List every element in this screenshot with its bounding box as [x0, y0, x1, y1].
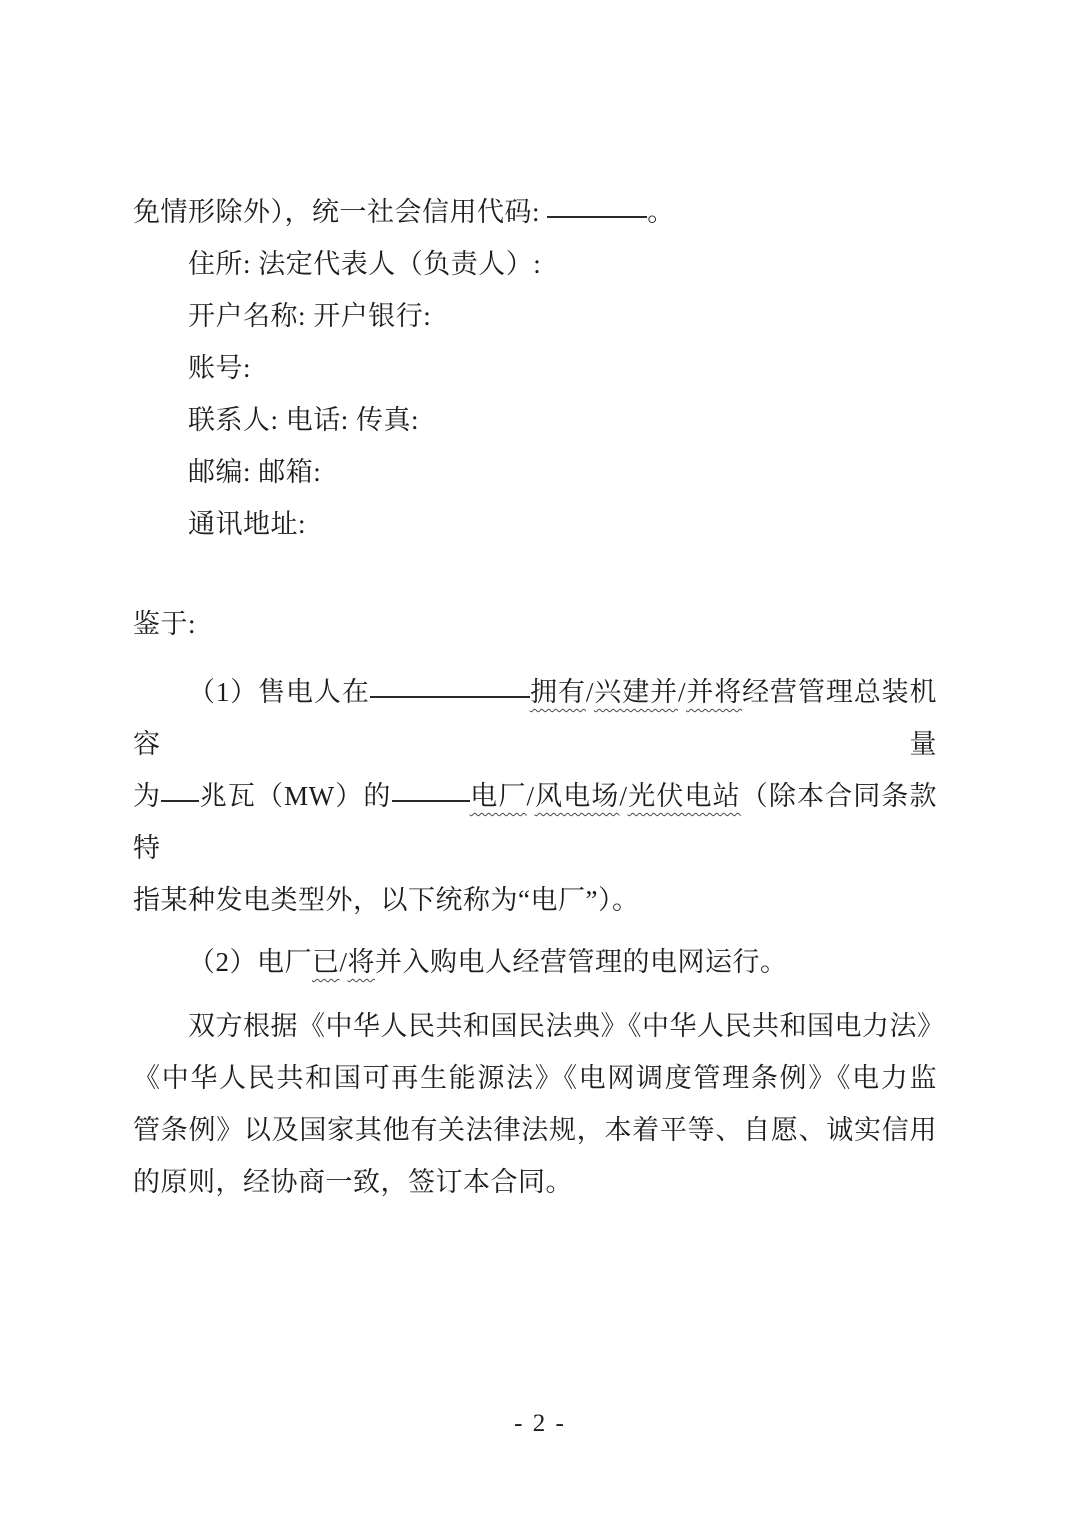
text-segment: /	[619, 781, 628, 811]
text-segment: 并入购电人经营管理的电网运行。	[375, 947, 788, 977]
option-text: 已	[312, 947, 340, 977]
option-text: 电厂	[469, 781, 527, 811]
text-line	[133, 770, 937, 874]
text-segment: 为	[133, 781, 162, 811]
text-line	[133, 598, 937, 650]
text-line	[133, 936, 937, 988]
text-segment: 《中华人民共和国可再生能源法》《电网调度管理条例》《电力监	[133, 1063, 937, 1093]
document-body	[133, 186, 945, 1208]
text-segment: 指某种发电类型外，以下统称为“电厂”）。	[133, 885, 640, 915]
text-segment: 经营管理总装机容量	[133, 677, 938, 759]
option-text: 并将	[686, 677, 743, 707]
page-number: - 2 -	[514, 1410, 566, 1437]
text-line	[133, 394, 937, 446]
blank-field	[370, 666, 530, 698]
text-segment: 联系人: 电话: 传真:	[188, 405, 420, 435]
text-segment: 邮编: 邮箱:	[188, 457, 322, 487]
text-segment: 。	[647, 197, 675, 227]
text-line	[133, 342, 937, 394]
text-line	[133, 498, 937, 550]
text-segment: 开户名称: 开户银行:	[188, 301, 432, 331]
text-line	[133, 1000, 945, 1052]
text-segment: 鉴于:	[133, 609, 197, 639]
option-text: 将	[347, 947, 376, 977]
text-segment: 免情形除外），统一社会信用代码:	[133, 197, 548, 227]
text-line	[133, 290, 937, 342]
text-line	[133, 874, 937, 926]
text-segment: （2）电厂	[188, 947, 312, 977]
blank-field	[547, 186, 647, 218]
text-line	[133, 238, 937, 290]
text-line	[133, 186, 937, 238]
text-segment: /	[339, 947, 348, 977]
text-line	[133, 1156, 937, 1208]
option-text: 拥有	[529, 677, 586, 707]
text-segment: 双方根据《中华人民共和国民法典》《中华人民共和国电力法》	[188, 1011, 945, 1041]
option-text: 光伏电站	[627, 781, 741, 811]
blank-field	[392, 770, 470, 802]
text-line	[133, 666, 937, 770]
text-segment: /	[526, 781, 535, 811]
text-segment: （1）售电人在	[188, 677, 370, 707]
text-segment: 兆瓦（MW）的	[199, 781, 392, 811]
text-line	[133, 1104, 937, 1156]
text-line	[133, 446, 937, 498]
text-segment: 通讯地址:	[188, 509, 307, 539]
text-segment: （除本合同条款特	[133, 781, 938, 863]
option-text: 风电场	[534, 781, 620, 811]
option-text: 兴建并	[593, 677, 678, 707]
text-segment: /	[677, 677, 686, 707]
text-segment: 管条例》以及国家其他有关法律法规，本着平等、自愿、诚实信用	[133, 1115, 937, 1145]
text-segment: 住所: 法定代表人（负责人）:	[188, 249, 542, 279]
text-segment: /	[585, 677, 594, 707]
text-line	[133, 1052, 937, 1104]
text-segment: 的原则，经协商一致，签订本合同。	[133, 1167, 573, 1197]
text-segment: 账号:	[188, 353, 252, 383]
blank-field	[161, 770, 199, 802]
